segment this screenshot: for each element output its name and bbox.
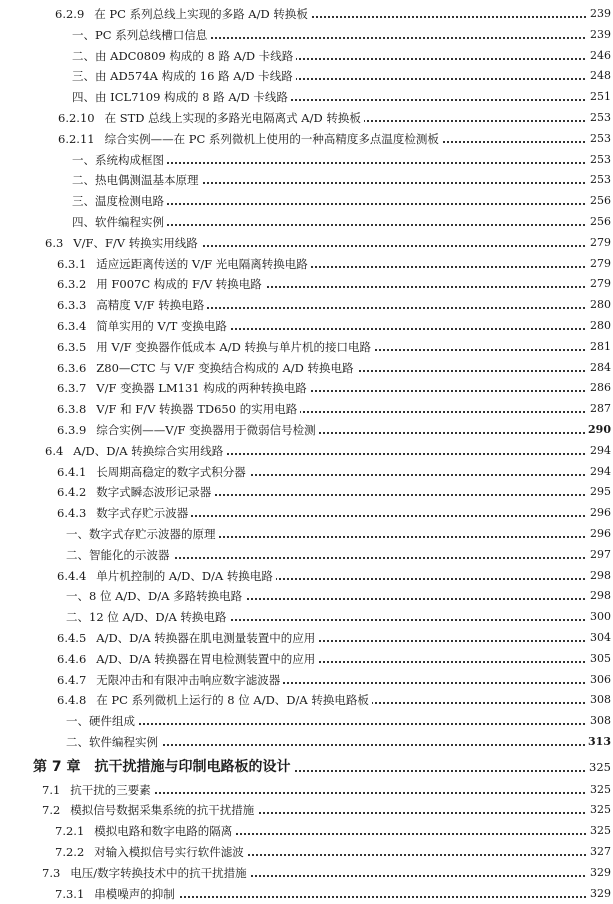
- page-number: 304: [587, 628, 611, 648]
- entry-label: [57, 670, 283, 690]
- section-title: A/D、D/A 转换器在胃电检测装置中的应用: [96, 651, 316, 666]
- section-number: 6.2.9: [55, 7, 85, 21]
- section-number: 6.3.2: [57, 277, 87, 292]
- entry-label: [66, 545, 173, 565]
- section-number: 7.3: [42, 865, 61, 880]
- table-of-contents: [0, 4, 613, 904]
- toc-entry: [0, 524, 613, 545]
- toc-entry: [0, 821, 613, 842]
- entry-label: [57, 503, 191, 523]
- section-title: 四、软件编程实例: [72, 214, 164, 229]
- toc-entry: [0, 337, 613, 358]
- section-title: 抗干扰措施与印制电路板的设计: [94, 758, 291, 775]
- entry-label: [57, 358, 357, 378]
- entry-label: [72, 170, 202, 190]
- section-title: 抗干扰的三要素: [70, 782, 151, 797]
- toc-entry: [0, 46, 613, 67]
- dot-leader: [76, 711, 593, 731]
- page-number: 253: [587, 170, 611, 190]
- toc-entry: [0, 191, 613, 212]
- toc-entry: [0, 212, 613, 233]
- entry-label: [57, 462, 249, 482]
- toc-entry: [0, 358, 613, 379]
- section-number: 6.4.5: [57, 630, 87, 645]
- section-title: V/F 和 F/V 转换器 TD650 的实用电路: [96, 402, 298, 417]
- section-title: A/D、D/A 转换器在肌电测量装置中的应用: [96, 630, 316, 645]
- page-number: 246: [587, 46, 611, 66]
- section-number: 6.4.8: [57, 693, 87, 708]
- page-number: 327: [587, 842, 611, 862]
- section-title: 数字式瞬态波形记录器: [96, 485, 212, 500]
- section-number: 6.3.9: [57, 422, 87, 437]
- entry-label: [57, 378, 310, 398]
- section-title: 高精度 V/F 转换电路: [96, 298, 205, 313]
- page-number: 313: [585, 732, 611, 752]
- page-number: 306: [587, 670, 611, 690]
- page-number: 248: [587, 66, 611, 86]
- entry-label: [58, 129, 442, 149]
- toc-entry: [0, 25, 613, 46]
- toc-entry: [0, 884, 613, 904]
- entry-label: [57, 399, 300, 419]
- page-number: 296: [587, 524, 611, 544]
- entry-label: [66, 586, 245, 606]
- page-number: 305: [587, 649, 611, 669]
- entry-label: [45, 233, 201, 253]
- section-number: 7.2.2: [55, 845, 85, 860]
- toc-entry: [0, 842, 613, 863]
- entry-label: [66, 732, 161, 752]
- entry-label: [55, 842, 247, 862]
- section-title: V/F 变换器 LM131 构成的两种转换电路: [96, 381, 307, 396]
- section-number: 6.4.3: [57, 506, 87, 521]
- toc-entry: [0, 87, 613, 108]
- section-title: 长周期高稳定的数字式积分器: [96, 464, 246, 479]
- page-number: 329: [587, 863, 611, 883]
- entry-label: [55, 884, 178, 904]
- toc-entry: [0, 233, 613, 254]
- entry-label: [72, 25, 210, 45]
- section-number: 6.3.5: [57, 339, 87, 354]
- page-number: 279: [587, 274, 611, 294]
- toc-entry: [0, 420, 613, 441]
- page-number: 298: [587, 566, 611, 586]
- toc-entry: [0, 503, 613, 524]
- entry-label: [58, 108, 364, 128]
- page-number: 284: [587, 358, 611, 378]
- entry-label: [57, 482, 214, 502]
- toc-entry: [0, 566, 613, 587]
- page-number: 256: [587, 191, 611, 211]
- section-number: 6.4.7: [57, 672, 87, 687]
- section-title: 用 V/F 变换器作低成本 A/D 转换与单片机的接口电路: [96, 339, 371, 354]
- toc-entry: [0, 545, 613, 566]
- page-number: 300: [587, 607, 611, 627]
- page-number: 256: [587, 212, 611, 232]
- toc-entry: [0, 274, 613, 295]
- section-title: 模拟电路和数字电路的隔离: [94, 824, 233, 839]
- section-title: 串模噪声的抑制: [94, 886, 175, 901]
- entry-label: [66, 607, 229, 627]
- page-number: 308: [587, 690, 611, 710]
- entry-label: [57, 690, 372, 710]
- page-number: 329: [587, 884, 611, 904]
- entry-label: [57, 566, 276, 586]
- section-number: 6.3.3: [57, 298, 87, 313]
- toc-entry: [0, 108, 613, 129]
- page-number: 325: [587, 800, 611, 820]
- entry-label: [42, 863, 250, 883]
- toc-entry: [0, 607, 613, 628]
- page-number: 280: [587, 295, 611, 315]
- entry-label: [57, 254, 311, 274]
- section-title: V/F、F/V 转换实用线路: [73, 235, 198, 250]
- section-number: 6.3: [45, 235, 64, 250]
- section-title: 对输入模拟信号实行软件滤波: [94, 845, 244, 860]
- entry-label: [57, 649, 318, 669]
- toc-entry: [0, 378, 613, 399]
- entry-label: [55, 4, 311, 24]
- entry-label: [72, 46, 296, 66]
- page-number: 287: [587, 399, 611, 419]
- section-title: 在 PC 系列微机上运行的 8 位 A/D、D/A 转换电路板: [96, 693, 369, 708]
- toc-entry: [0, 170, 613, 191]
- toc-entry: [0, 129, 613, 150]
- section-title: 一、8 位 A/D、D/A 多路转换电路: [66, 589, 243, 604]
- section-title: 二、由 ADC0809 构成的 8 路 A/D 卡线路: [72, 48, 294, 63]
- section-number: 6.4.2: [57, 485, 87, 500]
- toc-entry: [0, 863, 613, 884]
- toc-entry: [0, 732, 613, 753]
- toc-entry: [0, 150, 613, 171]
- page-number: 290: [585, 420, 611, 440]
- section-title: 电压/数字转换技术中的抗干扰措施: [70, 865, 247, 880]
- entry-label: [55, 821, 235, 841]
- toc-entry: [0, 711, 613, 732]
- section-number: 7.3.1: [55, 886, 85, 901]
- section-title: 无限冲击和有限冲击响应数字滤波器: [96, 672, 281, 687]
- section-title: Z80—CTC 与 V/F 变换结合构成的 A/D 转换电路: [96, 360, 354, 375]
- entry-label: [72, 87, 291, 107]
- toc-entry: [0, 254, 613, 275]
- section-title: 一、系统构成框图: [72, 152, 164, 167]
- entry-label: [57, 274, 265, 294]
- section-number: 6.3.6: [57, 360, 87, 375]
- toc-entry: [0, 66, 613, 87]
- entry-label: [33, 755, 294, 779]
- entry-label: [57, 420, 319, 440]
- toc-entry: [0, 316, 613, 337]
- entry-label: [45, 441, 226, 461]
- chapter-entry: [0, 755, 613, 780]
- toc-entry: [0, 399, 613, 420]
- section-title: 三、由 AD574A 构成的 16 路 A/D 卡线路: [72, 69, 293, 84]
- entry-label: [72, 191, 167, 211]
- entry-label: [42, 780, 154, 800]
- section-number: 6.3.7: [57, 381, 87, 396]
- toc-entry: [0, 690, 613, 711]
- section-title: 二、12 位 A/D、D/A 转换电路: [66, 610, 227, 625]
- section-title: 四、由 ICL7109 构成的 8 路 A/D 卡线路: [72, 90, 288, 105]
- page-number: 298: [587, 586, 611, 606]
- toc-entry: [0, 441, 613, 462]
- page-number: 308: [587, 711, 611, 731]
- page-number: 325: [587, 821, 611, 841]
- entry-label: [72, 66, 296, 86]
- page-number: 280: [587, 316, 611, 336]
- section-title: 三、温度检测电路: [72, 194, 164, 209]
- page-number: 239: [587, 25, 611, 45]
- toc-entry: [0, 4, 613, 25]
- entry-label: [57, 628, 318, 648]
- section-title: 综合实例——V/F 变换器用于微弱信号检测: [96, 422, 316, 437]
- page-number: 325: [586, 755, 611, 779]
- entry-label: [42, 800, 257, 820]
- section-title: 在 STD 总线上实现的多路光电隔离式 A/D 转换板: [104, 110, 361, 125]
- section-title: 在 PC 系列总线上实现的多路 A/D 转换板: [94, 7, 308, 21]
- section-title: 二、智能化的示波器: [66, 547, 170, 562]
- page-number: 297: [587, 545, 611, 565]
- page-number: 286: [587, 378, 611, 398]
- section-title: A/D、D/A 转换综合实用线路: [73, 443, 224, 458]
- section-number: 6.2.10: [58, 110, 95, 125]
- section-title: 综合实例——在 PC 系列微机上使用的一种高精度多点温度检测板: [104, 131, 439, 146]
- section-number: 6.3.1: [57, 256, 87, 271]
- toc-entry: [0, 462, 613, 483]
- page-number: 253: [587, 129, 611, 149]
- section-number: 6.4.1: [57, 464, 87, 479]
- page-number: 294: [587, 441, 611, 461]
- page-number: 325: [587, 780, 611, 800]
- entry-label: [72, 150, 167, 170]
- section-title: 二、热电偶测温基本原理: [72, 173, 199, 188]
- section-number: 6.3.4: [57, 318, 87, 333]
- toc-entry: [0, 586, 613, 607]
- section-number: 6.4: [45, 443, 64, 458]
- page-number: 296: [587, 503, 611, 523]
- toc-entry: [0, 800, 613, 821]
- toc-entry: [0, 649, 613, 670]
- section-number: 6.2.11: [58, 131, 95, 146]
- entry-label: [72, 212, 167, 232]
- entry-label: [57, 316, 230, 336]
- section-title: 一、硬件组成: [66, 714, 135, 729]
- page-number: 239: [587, 4, 611, 24]
- entry-label: [57, 337, 374, 357]
- toc-entry: [0, 628, 613, 649]
- toc-entry: [0, 670, 613, 691]
- section-title: 简单实用的 V/T 变换电路: [96, 318, 227, 333]
- page-number: 294: [587, 462, 611, 482]
- toc-entry: [0, 482, 613, 503]
- section-number: 7.2.1: [55, 824, 85, 839]
- section-number: 第 7 章: [33, 758, 81, 775]
- section-number: 7.2: [42, 803, 61, 818]
- entry-label: [66, 524, 219, 544]
- section-number: 6.4.4: [57, 568, 87, 583]
- page-number: 253: [587, 150, 611, 170]
- page-number: 279: [587, 254, 611, 274]
- page-number: 251: [587, 87, 611, 107]
- section-title: 单片机控制的 A/D、D/A 转换电路: [96, 568, 273, 583]
- section-number: 7.1: [42, 782, 61, 797]
- page-number: 281: [587, 337, 611, 357]
- section-number: 6.3.8: [57, 402, 87, 417]
- page-number: 279: [587, 233, 611, 253]
- section-title: 用 F007C 构成的 F/V 转换电路: [96, 277, 262, 292]
- entry-label: [66, 711, 138, 731]
- section-title: 二、软件编程实例: [66, 734, 158, 749]
- section-title: 数字式存贮示波器: [96, 506, 189, 521]
- section-title: 模拟信号数据采集系统的抗干扰措施: [70, 803, 255, 818]
- page-number: 253: [587, 108, 611, 128]
- section-title: 一、数字式存贮示波器的原理: [66, 526, 216, 541]
- toc-entry: [0, 780, 613, 801]
- entry-label: [57, 295, 207, 315]
- toc-entry: [0, 295, 613, 316]
- section-title: 适应远距离传送的 V/F 光电隔离转换电路: [96, 256, 308, 271]
- section-title: 一、PC 系列总线槽口信息: [72, 27, 208, 42]
- page-number: 295: [587, 482, 611, 502]
- section-number: 6.4.6: [57, 651, 87, 666]
